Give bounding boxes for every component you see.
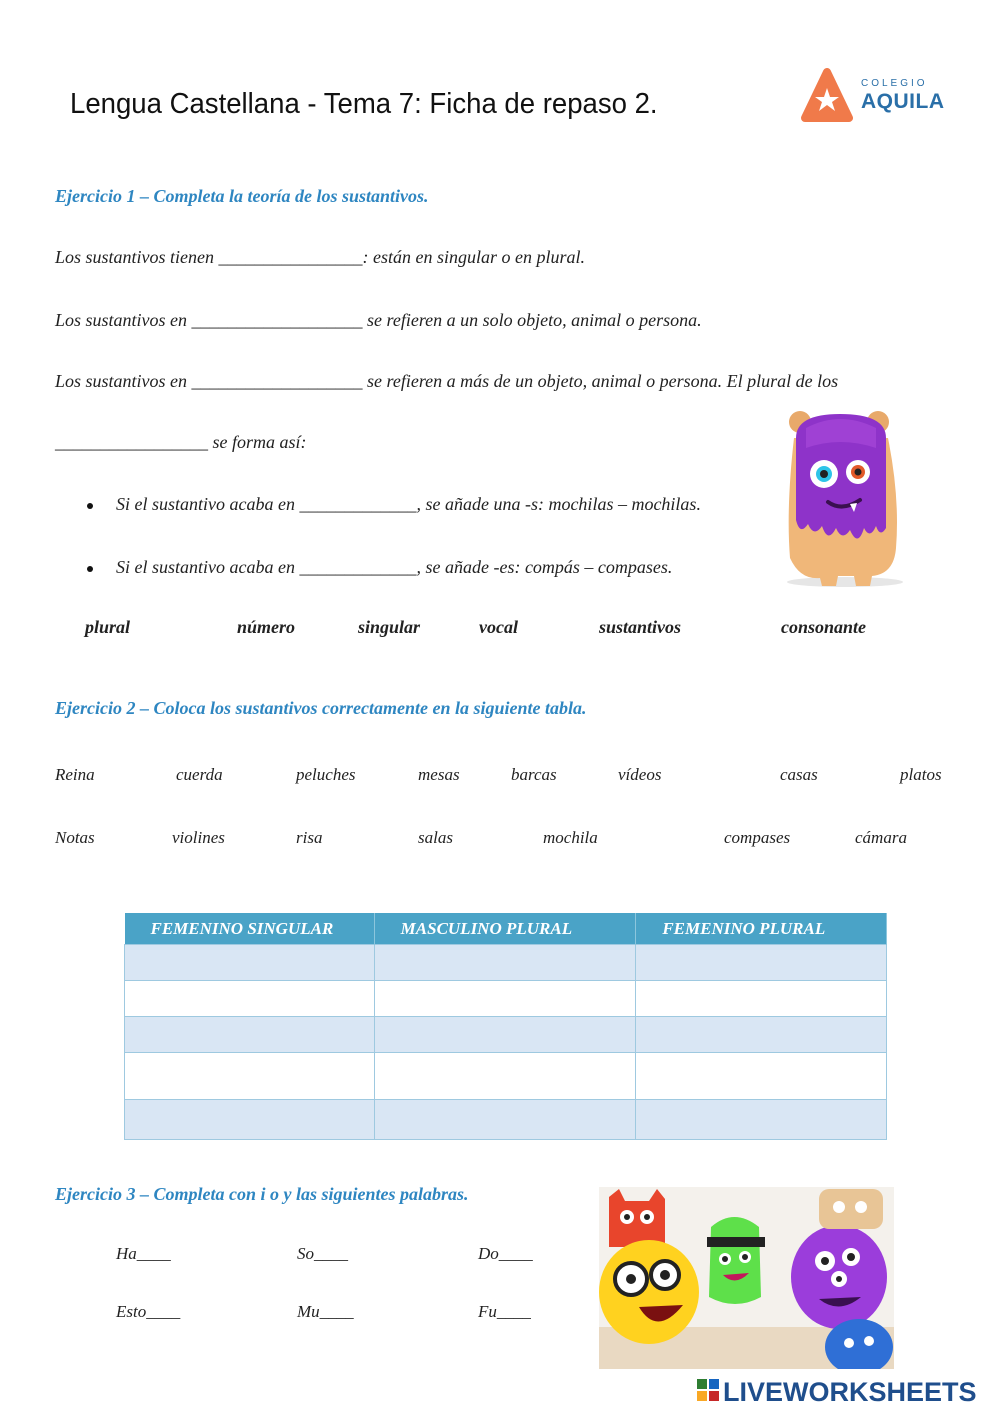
noun-word: compases <box>724 828 791 847</box>
noun-word: risa <box>296 828 323 847</box>
table-row <box>125 1100 887 1140</box>
exercise-3-heading: Ejercicio 3 – Completa con i o y las siguientes palabras. <box>55 1184 469 1204</box>
table-cell-input[interactable] <box>374 1017 636 1053</box>
noun-word: mesas <box>418 765 460 784</box>
noun-word: Notas <box>55 828 95 847</box>
ex1-line-4: _________________ se forma así: <box>55 432 307 452</box>
table-header-femenino-singular: FEMENINO SINGULAR <box>125 913 375 945</box>
table-cell-input[interactable] <box>374 981 636 1017</box>
logo-big-text: AQUILA <box>861 90 945 113</box>
noun-word: violines <box>172 828 225 847</box>
school-logo <box>797 68 947 126</box>
star-logo-icon <box>797 68 857 126</box>
word-bank-item: singular <box>358 617 421 637</box>
table-cell-input[interactable] <box>636 945 887 981</box>
table-cell-input[interactable] <box>125 1053 375 1100</box>
noun-word: peluches <box>296 765 356 784</box>
page-title: Lengua Castellana - Tema 7: Ficha de repaso 2. <box>70 88 658 120</box>
ex1-bullet-1: Si el sustantivo acaba en _____________, se añade una -s: mochilas – mochilas. <box>116 494 701 514</box>
table-cell-input[interactable] <box>374 945 636 981</box>
table-cell-input[interactable] <box>125 1100 375 1140</box>
noun-word: mochila <box>543 828 598 847</box>
ex1-bullet-2: Si el sustantivo acaba en _____________, se añade -es: compás – compases. <box>116 557 673 577</box>
table-row <box>125 981 887 1017</box>
word-bank-item: sustantivos <box>599 617 682 637</box>
word-bank-item: número <box>237 617 296 637</box>
ex1-line-2: Los sustantivos en ___________________ se refieren a un solo objeto, animal o persona. <box>55 310 702 330</box>
word-bank-item: consonante <box>781 617 867 637</box>
noun-word: cámara <box>855 828 907 847</box>
liveworksheets-brand-text: LIVEWORKSHEETS <box>723 1377 977 1407</box>
fill-word[interactable]: Fu____ <box>478 1302 531 1321</box>
classification-table <box>124 913 887 1140</box>
monsters-group-illustration <box>599 1187 894 1369</box>
table-cell-input[interactable] <box>125 945 375 981</box>
ex1-line-3: Los sustantivos en ___________________ se refieren a más de un objeto, animal o persona. El plural de los <box>55 371 839 391</box>
logo-small-text: COLEGIO <box>861 78 928 89</box>
noun-word: casas <box>780 765 818 784</box>
table-header-femenino-plural: FEMENINO PLURAL <box>636 913 887 945</box>
noun-word: vídeos <box>618 765 662 784</box>
word-bank-item: vocal <box>479 617 518 637</box>
noun-word: cuerda <box>176 765 223 784</box>
fill-word[interactable]: Esto____ <box>116 1302 181 1321</box>
bullet-dot <box>87 566 93 572</box>
noun-word: Reina <box>55 765 95 784</box>
ex1-line-1: Los sustantivos tienen ________________: están en singular o en plural. <box>55 247 585 267</box>
table-cell-input[interactable] <box>636 1053 887 1100</box>
table-row <box>125 1017 887 1053</box>
table-cell-input[interactable] <box>636 1100 887 1140</box>
word-bank-item: plural <box>85 617 131 637</box>
table-cell-input[interactable] <box>636 1017 887 1053</box>
table-cell-input[interactable] <box>636 981 887 1017</box>
liveworksheets-logo-icon <box>697 1377 721 1405</box>
liveworksheets-footer <box>697 1377 997 1411</box>
noun-word: barcas <box>511 765 557 784</box>
table-cell-input[interactable] <box>125 981 375 1017</box>
table-row <box>125 1053 887 1100</box>
table-header-masculino-plural: MASCULINO PLURAL <box>374 913 636 945</box>
purple-monster-illustration <box>780 408 910 590</box>
noun-word: platos <box>900 765 942 784</box>
fill-word[interactable]: Ha____ <box>116 1244 171 1263</box>
bullet-dot <box>87 503 93 509</box>
table-cell-input[interactable] <box>374 1053 636 1100</box>
fill-word[interactable]: Do____ <box>478 1244 533 1263</box>
table-cell-input[interactable] <box>125 1017 375 1053</box>
exercise-1-heading: Ejercicio 1 – Completa la teoría de los sustantivos. <box>55 186 429 206</box>
exercise-2-heading: Ejercicio 2 – Coloca los sustantivos correctamente en la siguiente tabla. <box>55 698 587 718</box>
table-row <box>125 945 887 981</box>
table-cell-input[interactable] <box>374 1100 636 1140</box>
fill-word[interactable]: Mu____ <box>297 1302 354 1321</box>
noun-word: salas <box>418 828 453 847</box>
fill-word[interactable]: So____ <box>297 1244 348 1263</box>
